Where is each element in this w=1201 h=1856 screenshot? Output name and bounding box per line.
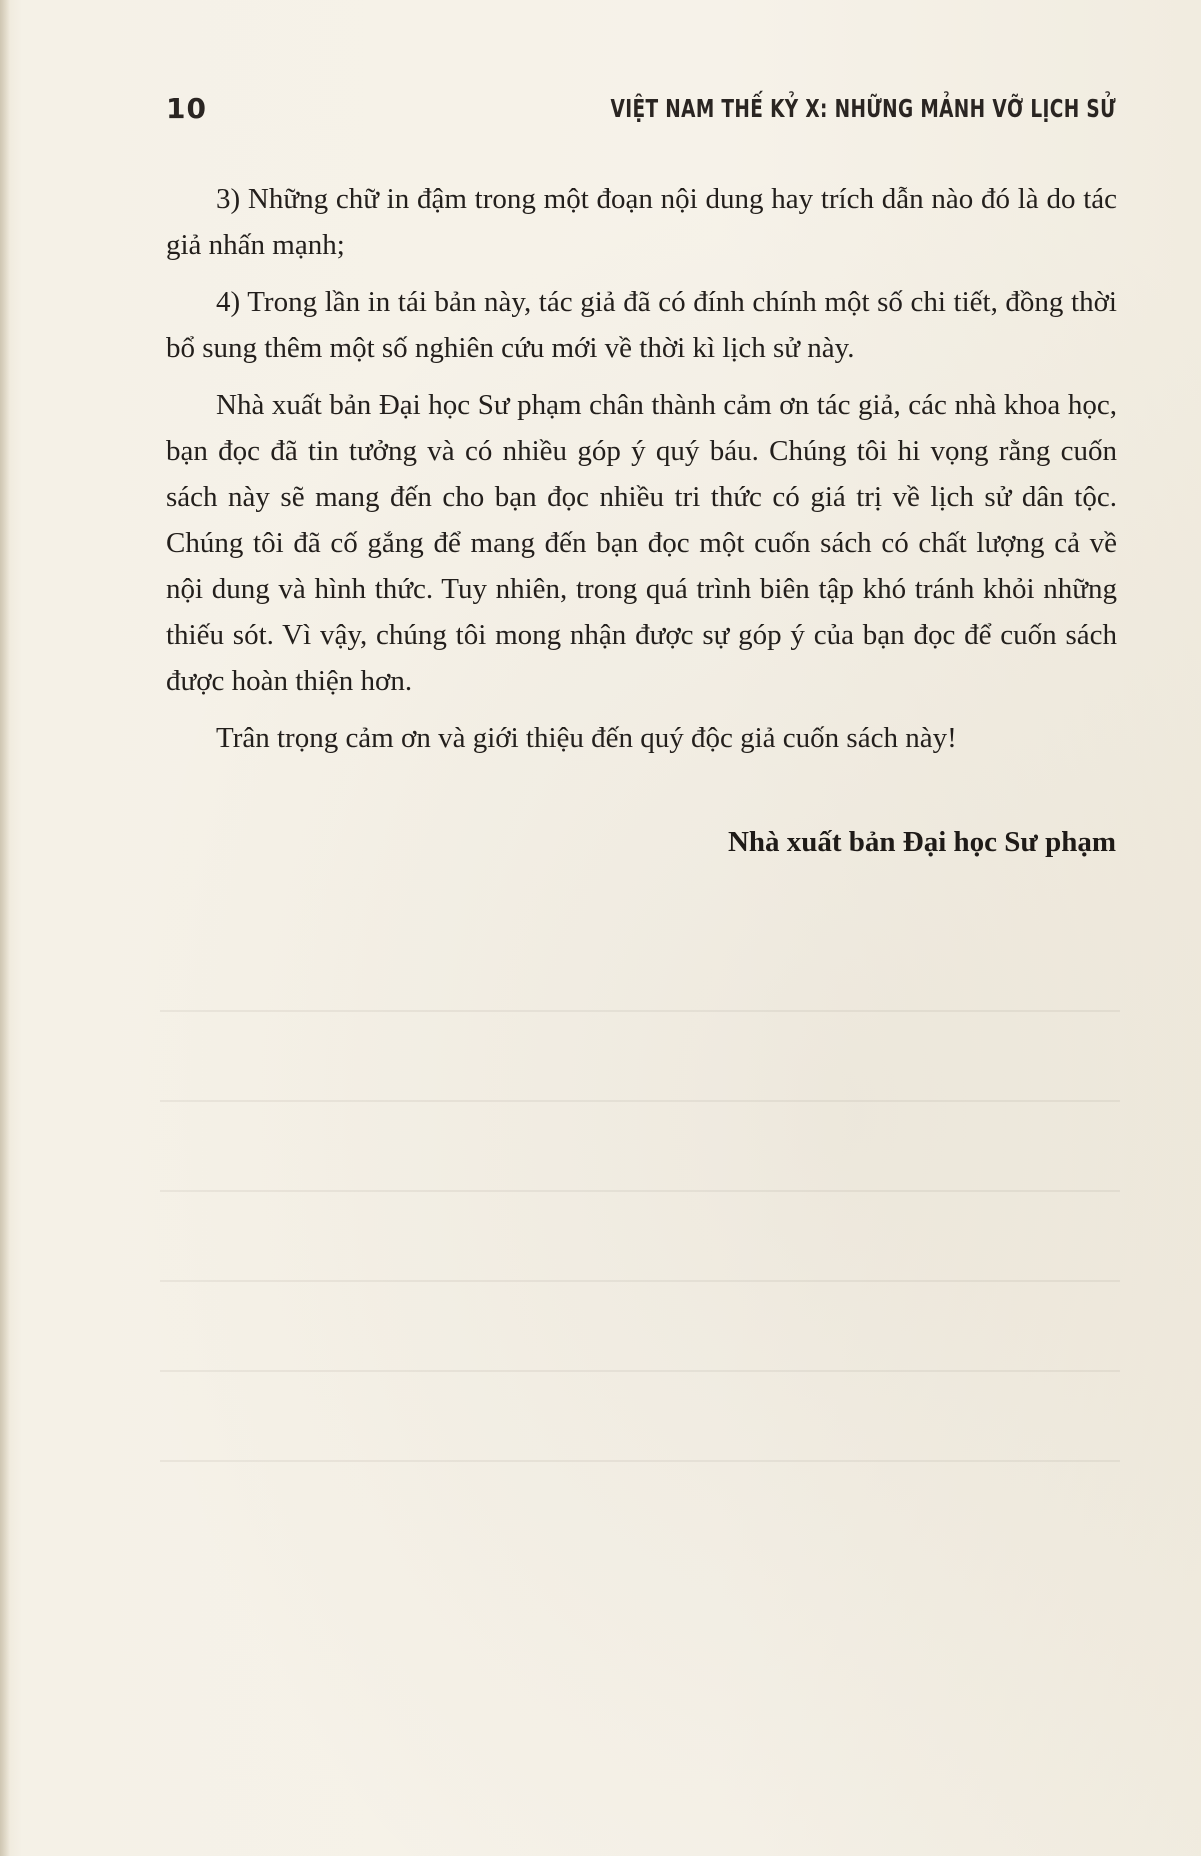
paragraph-acknowledgement: Nhà xuất bản Đại học Sư phạm chân thành cảm ơn tác giả, các nhà khoa học, bạn đọc đã tin tưởng và có nhiều góp ý quý báu. Chúng tôi hi vọng rằng cuốn sách này sẽ mang đến cho bạn đọc nhiều tri thức có giá trị về lịch sử dân tộc. Chúng tôi đã cố gắng để mang đến bạn đọc một cuốn sách có chất lượng cả về nội dung và hình thức. Tuy nhiên, trong quá trình biên tập khó tránh khỏi những thiếu sót. Vì vậy, chúng tôi mong nhận được sự góp ý của bạn đọc để cuốn sách được hoàn thiện hơn.	[166, 389, 1117, 697]
bleed-through-line	[160, 1100, 1120, 1102]
page-edge-shadow	[0, 0, 10, 1856]
page-number: 10	[166, 92, 207, 125]
body-text	[166, 176, 1117, 761]
paragraph-note-4: 4) Trong lần in tái bản này, tác giả đã có đính chính một số chi tiết, đồng thời bổ sung thêm một số nghiên cứu mới về thời kì lịch sử này.	[166, 286, 1117, 364]
bleed-through-line	[160, 1010, 1120, 1012]
bleed-through-line	[160, 1370, 1120, 1372]
bleed-through-line	[160, 1190, 1120, 1192]
paragraph-note-3: 3) Những chữ in đậm trong một đoạn nội dung hay trích dẫn nào đó là do tác giả nhấn mạnh;	[166, 183, 1117, 261]
publisher-signature: Nhà xuất bản Đại học Sư phạm	[727, 826, 1116, 858]
paragraph-closing: Trân trọng cảm ơn và giới thiệu đến quý độc giả cuốn sách này!	[216, 722, 957, 754]
bleed-through-line	[160, 1460, 1120, 1462]
bleed-through-line	[160, 1280, 1120, 1282]
running-head-title: VIỆT NAM THẾ KỶ X: NHỮNG MẢNH VỠ LỊCH SỬ	[610, 94, 1116, 123]
